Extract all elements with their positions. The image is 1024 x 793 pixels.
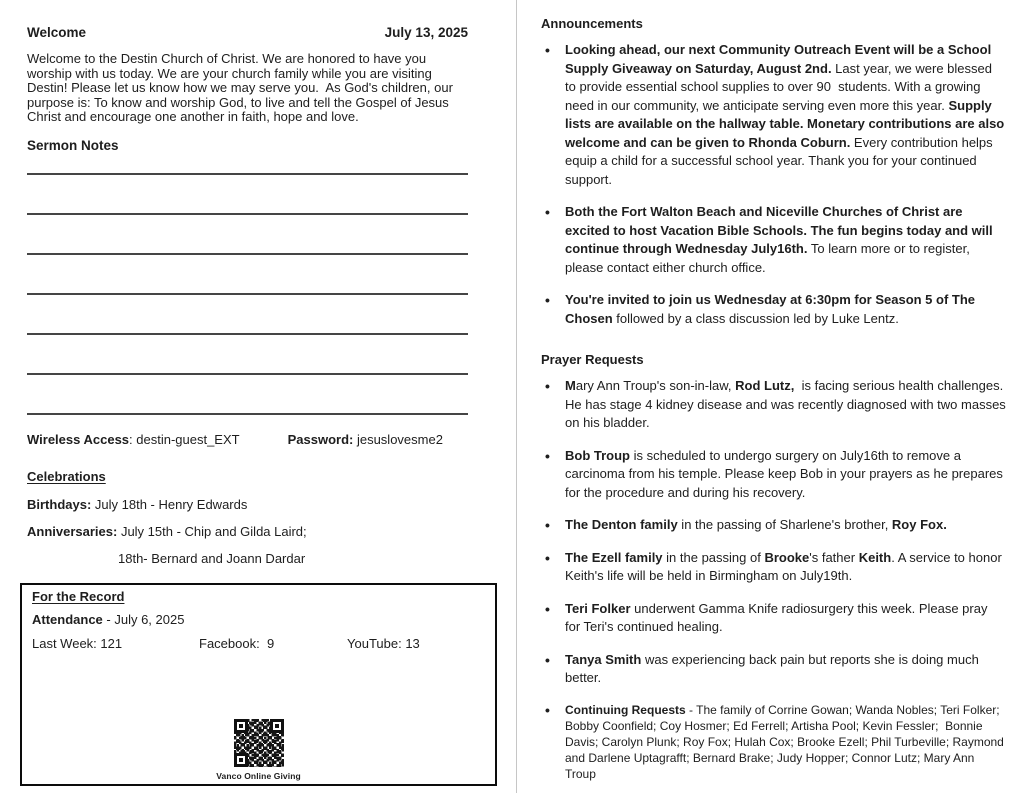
sermon-notes-line [27, 153, 468, 175]
stat-youtube-value: 13 [405, 635, 420, 651]
celebrations-heading: Celebrations [27, 468, 106, 484]
sermon-notes-line [27, 295, 468, 335]
qr-code-block [32, 719, 485, 781]
announcement-item: • Looking ahead, our next Community Outreach Event will be a School Supply Giveaway on Saturday, August 2nd. Last year, we were blessed to provide essential school supplies to over 90 students. With a growing need in our community, we anticipate serving even more this year. Supply lists are available on the hallway table. Monetary contributions are also welcome and can be given to Rhonda Coburn. Every contribution helps equip a child for a successful school year. Thank you for your continued support. [541, 41, 1006, 189]
stat-youtube: YouTube: 13 [347, 635, 420, 651]
attendance-stats-row [32, 636, 485, 651]
prayer-request-item: • Teri Folker underwent Gamma Knife radiosurgery this week. Please pray for Teri's continued healing. [541, 600, 1006, 637]
attendance-label: Attendance [32, 611, 103, 627]
prayer-requests-list [541, 377, 1010, 782]
bulletin-date: July 13, 2025 [384, 25, 468, 40]
sermon-notes-line [27, 215, 468, 255]
right-page [517, 0, 1024, 793]
prayer-requests-heading: Prayer Requests [541, 352, 644, 367]
sermon-notes-line [27, 175, 468, 215]
sermon-notes-heading: Sermon Notes [27, 137, 119, 153]
welcome-paragraph: Welcome to the Destin Church of Christ. We are honored to have you worship with us today. We are your church family while you are visiting Destin! Please let us know how we may serve you. As God's children, our purpose is: To know and worship God, to live and tell the Gospel of Jesus Christ and encourage one another in faith, hope and love. [27, 51, 457, 125]
sermon-notes-line [27, 255, 468, 295]
anniversaries-value: July 15th - Chip and Gilda Laird; [117, 523, 307, 539]
announcement-item: • Both the Fort Walton Beach and Niceville Churches of Christ are excited to host Vacation Bible Schools. The fun begins today and will continue through Wednesday July16th. To learn more or to register, please contact either church office. [541, 203, 1006, 277]
for-the-record-heading: For the Record [32, 588, 125, 604]
announcements-list [541, 41, 1006, 328]
qr-code [234, 719, 284, 767]
birthdays-label: Birthdays: [27, 496, 92, 512]
stat-facebook: Facebook: 9 [199, 635, 275, 651]
qr-caption: Vanco Online Giving [216, 770, 301, 781]
prayer-request-item: • Bob Troup is scheduled to undergo surgery on July16th to remove a carcinoma from his temple. Please keep Bob in your prayers as he prepares for the procedure and during his recovery. [541, 447, 1006, 503]
announcement-item: • You're invited to join us Wednesday at 6:30pm for Season 5 of The Chosen followed by a class discussion led by Luke Lentz. [541, 291, 1006, 328]
prayer-request-item: • Mary Ann Troup's son-in-law, Rod Lutz, is facing serious health challenges. He has stage 4 kidney disease and was recently diagnosed with two masses on his bladder. [541, 377, 1006, 433]
anniversaries-label: Anniversaries: [27, 523, 118, 539]
sermon-notes-line [27, 335, 468, 375]
prayer-request-item: • The Ezell family in the passing of Brooke's father Keith. A service to honor Keith's life will be held in Birmingham on July19th. [541, 549, 1006, 586]
anniversaries-line [27, 524, 489, 539]
stat-facebook-value: 9 [266, 635, 275, 651]
password-label: Password: [287, 431, 354, 447]
qr-finder-icon [270, 719, 284, 733]
announcements-heading: Announcements [541, 16, 643, 31]
qr-finder-icon [234, 719, 248, 733]
wireless-access-line [27, 432, 468, 447]
sermon-notes-lines [27, 153, 468, 415]
wireless-network-value: : destin-guest_EXT [129, 431, 240, 447]
prayer-request-item: • Tanya Smith was experiencing back pain but reports she is doing much better. [541, 651, 1006, 688]
attendance-line [32, 612, 485, 627]
birthdays-value: July 18th - Henry Edwards [91, 496, 248, 512]
sermon-notes-line [27, 375, 468, 415]
welcome-heading: Welcome [27, 25, 87, 40]
anniversaries-line2: 18th- Bernard and Joann Dardar [118, 550, 306, 566]
prayer-request-item-continuing: • Continuing Requests - The family of Corrine Gowan; Wanda Nobles; Teri Folker; Bobby Coonfield; Coy Hosmer; Ed Ferrell; Artisha Pool; Kevin Fessler; Bonnie Davis; Carolyn Plunk; Roy Fox; Hulah Cox; Brooke Ezell; Phil Turbeville; Raymond and Darlene Uptagrafft; Bernard Brake; Judy Hopper; Connor Lutz; Mary Ann Troup [541, 702, 1006, 782]
prayer-request-item: • The Denton family in the passing of Sharlene's brother, Roy Fox. [541, 516, 1006, 535]
attendance-date: - July 6, 2025 [102, 611, 185, 627]
qr-finder-icon [234, 753, 248, 767]
password-value: jesuslovesme2 [353, 431, 443, 447]
birthdays-line [27, 497, 489, 512]
stat-last-week: Last Week: 121 [32, 635, 123, 651]
wireless-access-label: Wireless Access [27, 431, 130, 447]
for-the-record-box [20, 583, 497, 786]
stat-last-week-value: 121 [100, 635, 123, 651]
welcome-header-row [27, 25, 468, 40]
